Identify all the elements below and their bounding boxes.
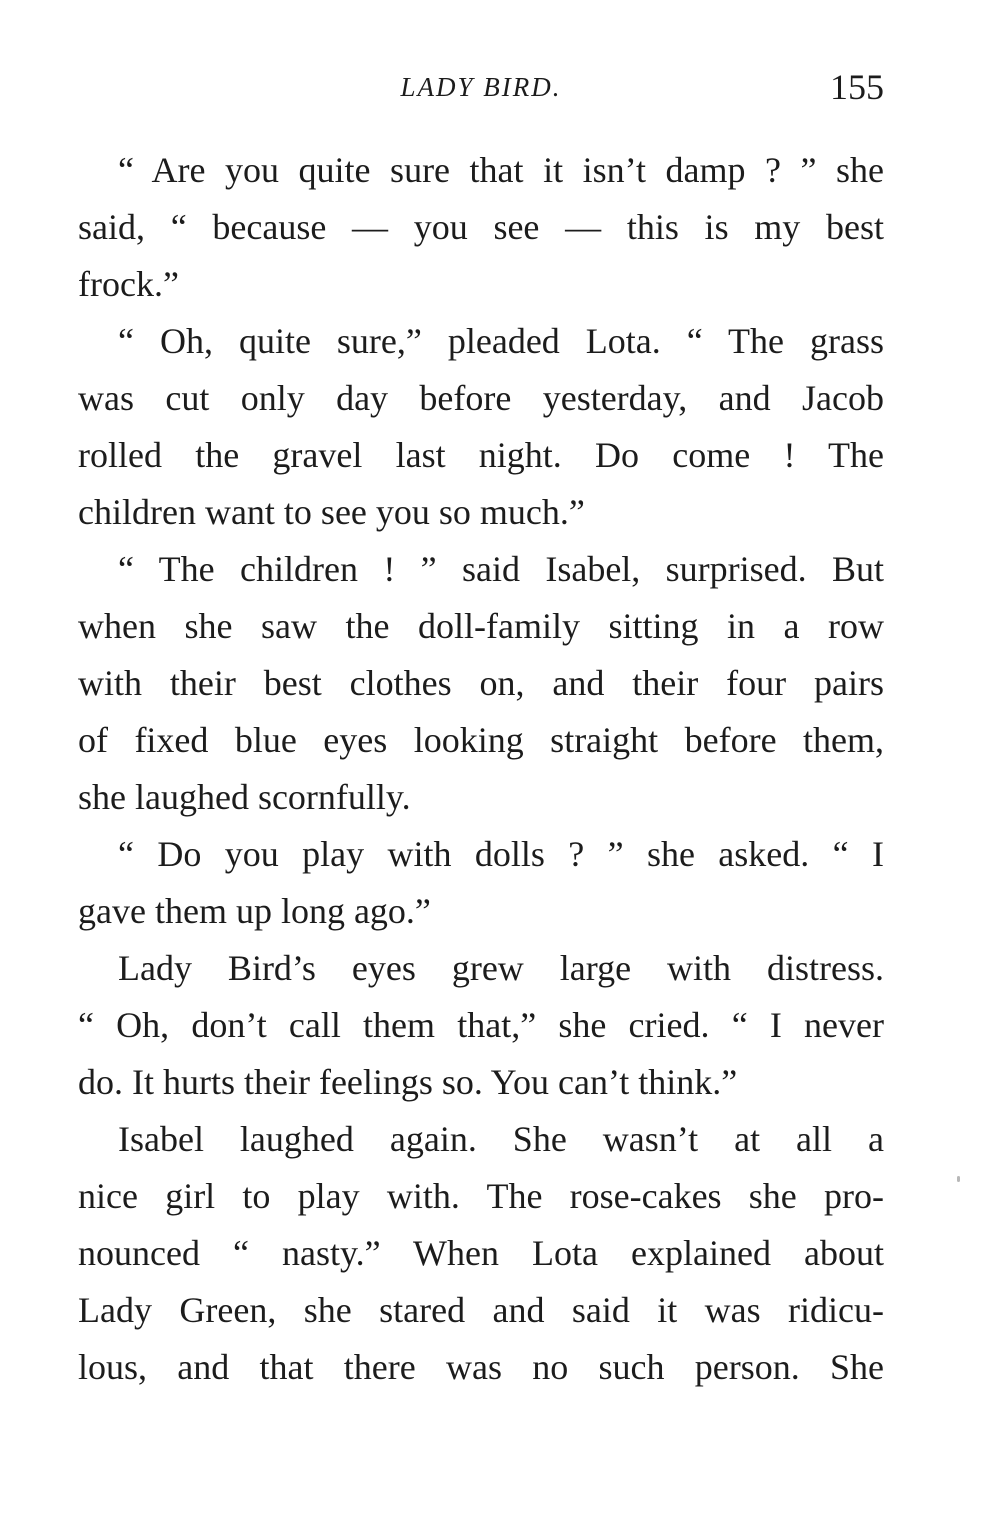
text-line: with their best clothes on, and their four pairs [78, 663, 884, 703]
text-line: “ The children ! ” said Isabel, surprised. But [118, 549, 884, 589]
running-title: LADY BIRD. [400, 72, 562, 102]
scan-speck [957, 1176, 960, 1182]
text-line: when she saw the doll-family sitting in a row [78, 606, 884, 646]
running-head [78, 66, 884, 110]
text-line: Isabel laughed again. She wasn’t at all a [118, 1119, 884, 1159]
text-line: she laughed scornfully. [78, 777, 411, 817]
text-line: nice girl to play with. The rose-cakes she pro- [78, 1176, 884, 1216]
text-line: “ Are you quite sure that it isn’t damp ? ” she [118, 150, 884, 190]
text-line: was cut only day before yesterday, and Jacob [78, 378, 884, 418]
text-line: “ Oh, quite sure,” pleaded Lota. “ The grass [118, 321, 884, 361]
text-line: of fixed blue eyes looking straight before them, [78, 720, 884, 760]
body-text [78, 142, 884, 1396]
text-line: frock.” [78, 264, 179, 304]
text-line: children want to see you so much.” [78, 492, 585, 532]
text-line: “ Do you play with dolls ? ” she asked. “ I [118, 834, 884, 874]
text-line: nounced “ nasty.” When Lota explained about [78, 1233, 884, 1273]
text-line: “ Oh, don’t call them that,” she cried. “ I never [78, 1005, 884, 1045]
text-line: said, “ because — you see — this is my best [78, 207, 884, 247]
text-line: Lady Green, she stared and said it was ridicu- [78, 1290, 884, 1330]
text-line: gave them up long ago.” [78, 891, 431, 931]
text-line: do. It hurts their feelings so. You can’t think.” [78, 1062, 738, 1102]
text-line: Lady Bird’s eyes grew large with distress. [118, 948, 884, 988]
text-line: rolled the gravel last night. Do come ! The [78, 435, 884, 475]
page-number: 155 [830, 67, 884, 107]
text-line: lous, and that there was no such person. She [78, 1347, 884, 1387]
